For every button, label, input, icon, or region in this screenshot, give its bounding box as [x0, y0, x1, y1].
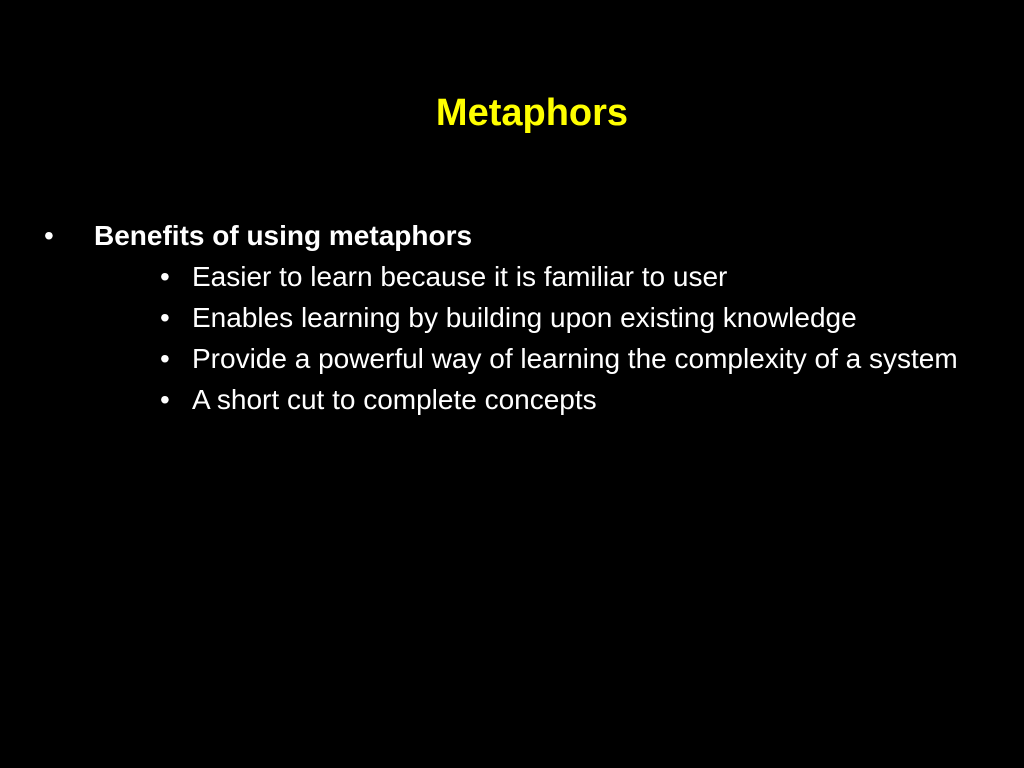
- sub-bullet-text: Easier to learn because it is familiar to user: [192, 261, 728, 292]
- sub-bullet-text: A short cut to complete concepts: [192, 384, 597, 415]
- sub-bullet-text: Provide a powerful way of learning the complexity of a system: [192, 343, 958, 374]
- bullet-list: [40, 216, 994, 420]
- bullet-dot-icon: •: [160, 384, 170, 415]
- bullet-dot-icon: •: [160, 343, 170, 374]
- slide-title: Metaphors: [435, 92, 629, 134]
- bullet-dot-icon: •: [44, 220, 54, 251]
- bullet-heading: Benefits of using metaphors: [94, 220, 473, 251]
- bullet-item: [40, 216, 994, 420]
- sub-bullet-list: [94, 256, 994, 420]
- bullet-dot-icon: •: [160, 261, 170, 292]
- sub-bullet-item: [94, 256, 994, 297]
- sub-bullet-text: Enables learning by building upon existing knowledge: [192, 302, 857, 333]
- sub-bullet-item: [94, 338, 994, 379]
- sub-bullet-item: [94, 379, 994, 420]
- bullet-dot-icon: •: [160, 302, 170, 333]
- sub-bullet-item: [94, 297, 994, 338]
